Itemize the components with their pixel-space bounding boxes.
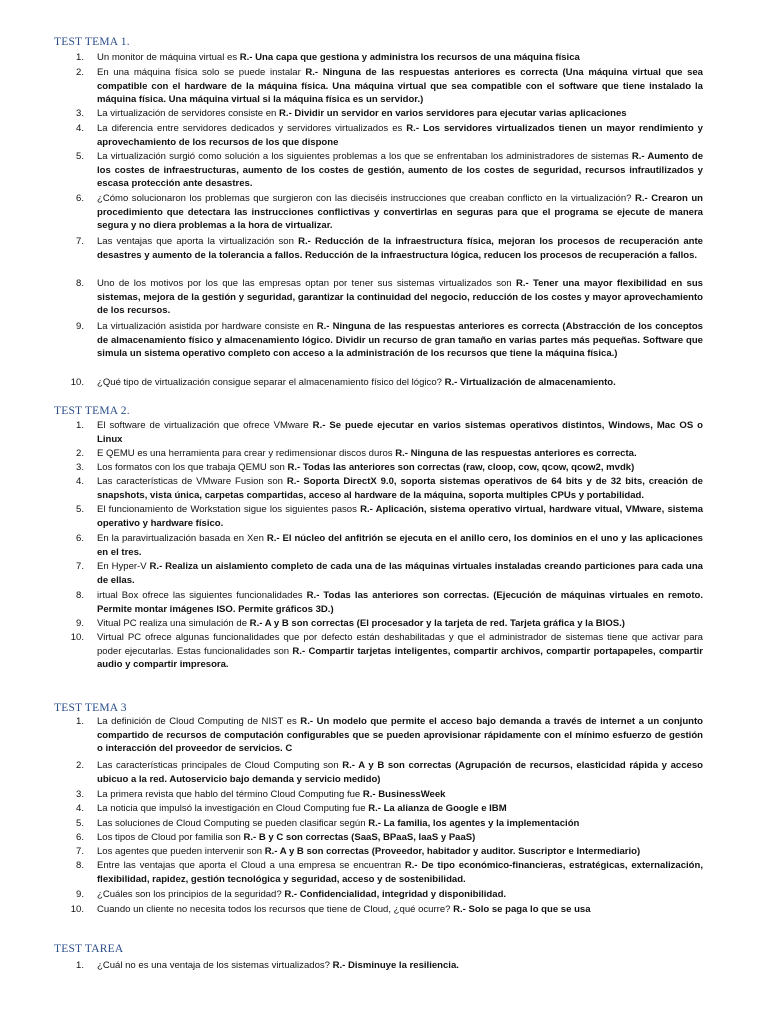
answer-text: R.- A y B son correctas (Agrupación de recursos, elasticidad rápida y acceso ubicuo a la red. Autoservicio bajo demanda y servicio medido) [97,760,703,785]
item-number: 10. [70,377,84,388]
item-number: 3. [76,462,84,473]
question-text: En una máquina física solo se puede instalar [97,67,306,78]
item-number: 5. [76,818,84,829]
question-text: Los agentes que pueden intervenir son [97,846,265,857]
question-text: La noticia que impulsó la investigación en Cloud Computing fue [97,803,369,814]
item-number: 6. [76,533,84,544]
item-number: 3. [76,108,84,119]
question-text: Los formatos con los que trabaja QEMU son [97,462,288,473]
question-text: La virtualización asistida por hardware consiste en [97,321,317,332]
answer-text: R.- Realiza un aislamiento completo de cada una de las máquinas virtuales instaladas creando particiones para cada una de ellas. [97,561,703,586]
item-number: 9. [76,618,84,629]
question-text: ¿Cuáles son los principios de la seguridad? [97,889,285,900]
item-number: 3. [76,789,84,800]
item-number: 10. [70,904,84,915]
answer-text: R.- Disminuye la resiliencia. [332,960,459,971]
item-number: 1. [76,716,84,727]
item-number: 8. [76,278,84,289]
item-number: 1. [76,420,84,431]
item-number: 6. [76,193,84,204]
question-text: Uno de los motivos por los que las empresas optan por tener sus sistemas virtualizados son [97,278,516,289]
item-number: 8. [76,590,84,601]
item-number: 7. [76,236,84,247]
question-text: Vitual PC realiza una simulación de [97,618,250,629]
question-text: Las soluciones de Cloud Computing se pueden clasificar según [97,818,369,829]
question-text: Las características principales de Cloud Computing son [97,760,343,771]
item-number: 4. [76,476,84,487]
item-number: 10. [70,632,84,643]
section-heading-tema-1: TEST TEMA 1. [54,36,130,48]
question-text: ¿Cuál no es una ventaja de los sistemas virtualizados? [97,960,333,971]
answer-text: R.- Los servidores virtualizados tienen un mayor rendimiento y aprovechamiento de los recursos de los que dispone [97,123,703,148]
question-text: La diferencia entre servidores dedicados y servidores virtualizados es [97,123,407,134]
answer-text: R.- Todas las anteriores son correctas. (Ejecución de máquinas virtuales en remoto. Permite montar imágenes ISO. Permite gráficos 3D.) [97,590,703,615]
question-text: Entre las ventajas que aporta el Cloud a una empresa se encuentran [97,860,405,871]
item-number: 4. [76,123,84,134]
answer-text: R.- De tipo económico-financieras, estratégicas, externalización, flexibilidad, rapidez, gestión tecnológica y seguridad, acceso y de sostenibilidad. [97,860,703,885]
item-number: 6. [76,832,84,843]
answer-text: R.- Se puede ejecutar en varios sistemas operativos distintos, Windows, Mac OS o Linux [97,420,703,445]
answer-text: R.- Solo se paga lo que se usa [453,904,591,915]
answer-text: R.- Dividir un servidor en varios servidores para ejecutar varias aplicaciones [279,108,627,119]
answer-text: R.- BusinessWeek [362,789,446,800]
question-text: E QEMU es una herramienta para crear y redimensionar discos duros [97,448,396,459]
item-number: 9. [76,321,84,332]
item-number: 2. [76,67,84,78]
answer-text: R.- Crearon un procedimiento que detectara las instrucciones conflictivas y convertirlas en seguras para que el programa se ejecute de manera segura y no diera problemas a la hora de virtualizar. [97,193,703,232]
answer-text: R.- Aplicación, sistema operativo virtual, hardware vitual, VMware, sistema operativo y hardware físico. [97,504,703,529]
question-text: La virtualización de servidores consiste en [97,108,280,119]
item-number: 1. [76,960,84,971]
item-number: 2. [76,760,84,771]
item-number: 5. [76,504,84,515]
question-text: Un monitor de máquina virtual es [97,52,240,63]
question-text: ¿Qué tipo de virtualización consigue separar el almacenamiento físico del lógico? [97,377,445,388]
item-number: 9. [76,889,84,900]
answer-text: R.- Tener una mayor flexibilidad en sus sistemas, mejora de la gestión y seguridad, garantizar la continuidad del negocio, reducción de los costes y mayor aprovechamiento de los recursos. [97,278,703,317]
question-text: Las características de VMware Fusion son [97,476,287,487]
question-text: Las ventajas que aporta la virtualización son [97,236,299,247]
question-text: ¿Cómo solucionaron los problemas que surgieron con las dieciséis instrucciones que creaban conflicto en la virtualización? [97,193,635,204]
question-text: Cuando un cliente no necesita todos los recursos que tiene de Cloud, ¿qué ocurre? [97,904,454,915]
item-number: 1. [76,52,84,63]
item-number: 4. [76,803,84,814]
answer-text: R.- El núcleo del anfitrión se ejecuta en el anillo cero, los dominios en el uno y las aplicaciones en el tres. [97,533,703,558]
answer-text: R.- B y C son correctas (SaaS, BPaaS, IaaS y PaaS) [243,832,476,843]
section-heading-tema-2: TEST TEMA 2. [54,405,130,417]
item-number: 7. [76,846,84,857]
question-text: irtual Box ofrece las siguientes funcionalidades [97,590,307,601]
item-number: 5. [76,151,84,162]
question-text: En Hyper-V [97,561,150,572]
answer-text: R.- Ninguna de las respuestas anteriores es correcta (Una máquina virtual que sea compatible con el hardware de la máquina física. Una máquina virtual que sea compatible con el software que tiene instalado la máquina física. Una máquina virtual si la máquina física es un servidor.) [97,67,703,106]
answer-text: R.- Ninguna de las respuestas anteriores es correcta (Abstracción de los conceptos de almacenamiento físico y almacenamiento lógico. Dividir un recurso de gran tamaño en varias partes más pequeñas. Software que simula un sistema operativo completo con acceso a la administración de los recursos que tiene la máquina física.) [97,321,703,360]
answer-text: R.- La familia, los agentes y la implementación [368,818,580,829]
answer-text: R.- Virtualización de almacenamiento. [444,377,616,388]
answer-text: R.- Compartir tarjetas inteligentes, compartir archivos, compartir portapapeles, compartir audio y compartir impresora. [97,645,703,671]
section-heading-tema-3: TEST TEMA 3 [54,702,127,714]
question-text: Virtual PC ofrece algunas funcionalidades que por defecto están deshabilitadas y que el administrador de sistemas tiene que activar para poder ejecutarlas. Estas funcionalidades son [97,632,703,657]
answer-text: R.- A y B son correctas (Proveedor, habitador y auditor. Suscriptor e Intermediario) [264,846,641,857]
question-text: El software de virtualización que ofrece VMware [97,420,313,431]
item-number: 2. [76,448,84,459]
item-number: 7. [76,561,84,572]
answer-text: R.- A y B son correctas (El procesador y la tarjeta de red. Tarjeta gráfica y la BIOS.) [249,618,625,629]
answer-text: R.- Reducción de la infraestructura física, mejoran los procesos de recuperación ante desastres y aumento de la tolerancia a fallos. Reducción de la infraestructura lógica, reducen los procesos de recuperación a fallos. [97,236,703,261]
answer-text: R.- Ninguna de las respuestas anteriores es correcta. [395,448,637,459]
question-text: La virtualización surgió como solución a los siguientes problemas a los que se enfrentaban los administradores de sistemas [97,151,632,162]
question-text: La definición de Cloud Computing de NIST es [97,716,301,727]
answer-text: R.- Un modelo que permite el acceso bajo demanda a través de internet a un conjunto compartido de recursos de computación configurables que se pueden aprovisionar rápidamente con el mínimo esfuerzo de gestión o interacción del proveedor de servicios. C [97,716,704,755]
question-text: Los tipos de Cloud por familia son [97,832,244,843]
question-text: En la paravirtualización basada en Xen [97,533,267,544]
item-number: 8. [76,860,84,871]
question-text: La primera revista que hablo del término Cloud Computing fue [97,789,363,800]
answer-text: R.- Aumento de los costes de infraestructuras, aumento de los costes de gestión, aumento de los costes de seguridad, recursos infrautilizados y escasa protección ante desastres. [97,151,704,190]
answer-text: R.- Todas las anteriores son correctas (raw, cloop, cow, qcow, qcow2, mvdk) [287,462,635,473]
answer-text: R.- Una capa que gestiona y administra los recursos de una máquina física [239,52,580,63]
answer-text: R.- Confidencialidad, integridad y disponibilidad. [284,889,507,900]
question-text: El funcionamiento de Workstation sigue los siguientes pasos [97,504,361,515]
section-heading-tarea: TEST TAREA [54,943,124,955]
answer-text: R.- La alianza de Google e IBM [368,803,507,814]
answer-text: R.- Soporta DirectX 9.0, soporta sistemas operativos de 64 bits y de 32 bits, creación de snapshots, vista única, carpetas compartidas, acceso al hardware de la máquina, soporta multiples CPUs y portabilidad. [97,476,703,501]
